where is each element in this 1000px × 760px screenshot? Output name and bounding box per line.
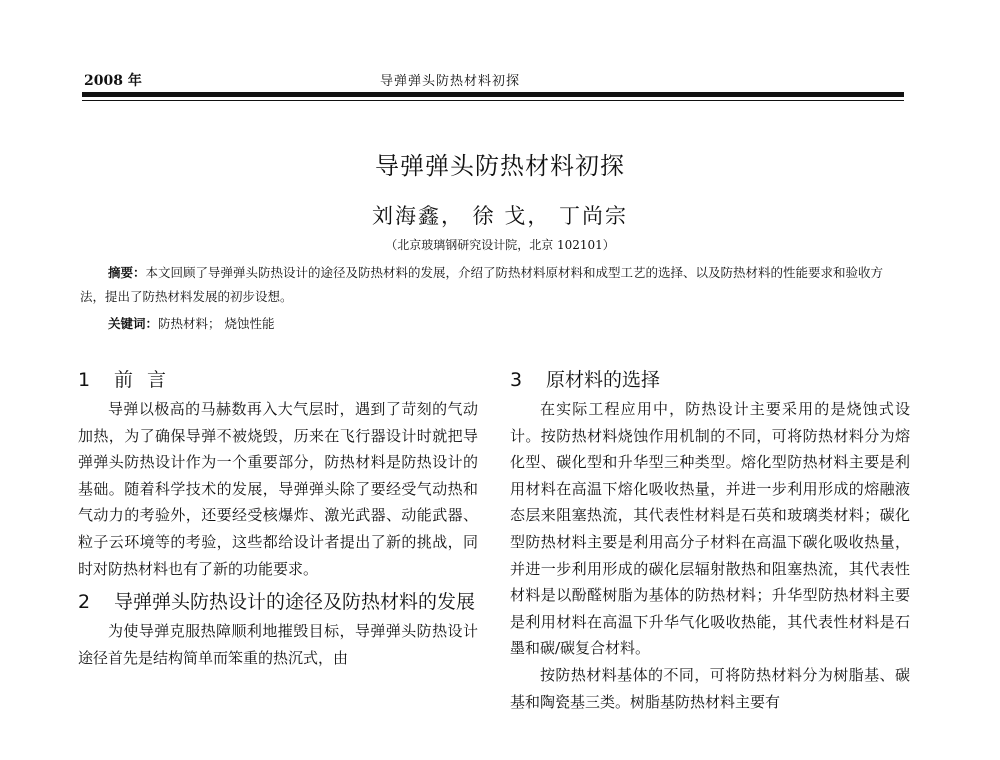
section-3-paragraph-1: 在实际工程应用中，防热设计主要采用的是烧蚀式设计。按防热材料烧蚀作用机制的不同，可将防热材料分为熔化型、碳化型和升华型三种类型。熔化型防热材料主要是利用材料在高温下熔化吸收热量，并进一步利用形成的熔融液态层来阻塞热流，其代表性材料是石英和玻璃类材料；碳化型防热材料主要是利用高分子材料在高温下碳化吸收热量，并进一步利用形成的碳化层辐射散热和阻塞热流，其代表性材料是以酚醛树脂为基体的防热材料；升华型防热材料主要是利用材料在高温下升华气化吸收热能，其代表性材料是石墨和碳/碳复合材料。 xyxy=(510,400,910,658)
keywords-label: 关键词： xyxy=(108,316,159,331)
section-3-number: 3 xyxy=(510,369,523,391)
header-running-title: 导弹弹头防热材料初探 xyxy=(380,74,521,89)
paper-affiliation: （北京玻璃钢研究设计院，北京 102101） xyxy=(385,238,615,252)
right-column xyxy=(510,364,910,715)
section-1-title: 前言 xyxy=(114,369,181,391)
section-3-heading xyxy=(510,364,910,396)
left-column xyxy=(78,364,478,671)
keywords-text: 防热材料； 烧蚀性能 xyxy=(158,316,275,331)
paper-authors: 刘海鑫， 徐 戈， 丁尚宗 xyxy=(371,204,629,228)
section-1-number: 1 xyxy=(78,369,91,391)
header-rule-thin xyxy=(82,100,904,101)
paper-title: 导弹弹头防热材料初探 xyxy=(375,152,625,180)
header-rule-thick xyxy=(82,92,904,97)
abstract-label: 摘要： xyxy=(108,265,146,280)
section-3-paragraph-2: 按防热材料基体的不同，可将防热材料分为树脂基、碳基和陶瓷基三类。树脂基防热材料主要有 xyxy=(510,665,910,711)
abstract xyxy=(80,261,908,309)
section-2-heading xyxy=(78,586,478,618)
section-2-paragraph: 为使导弹克服热障顺利地摧毁目标，导弹弹头防热设计途径首先是结构简单而笨重的热沉式，由 xyxy=(78,622,478,667)
header-year: 2008 年 xyxy=(84,73,142,89)
section-1-paragraph: 导弹以极高的马赫数再入大气层时，遇到了苛刻的气动加热，为了确保导弹不被烧毁，历来在飞行器设计时就把导弹弹头防热设计作为一个重要部分，防热材料是防热设计的基础。随着科学技术的发展，导弹弹头除了要经受气动热和气动力的考验外，还要经受核爆炸、激光武器、动能武器、粒子云环境等的考验，这些都给设计者提出了新的挑战，同时对防热材料也有了新的功能要求。 xyxy=(78,400,478,578)
section-1-heading xyxy=(78,364,478,396)
keywords xyxy=(108,314,275,332)
section-3-title: 原材料的选择 xyxy=(546,369,661,391)
section-2-title: 导弹弹头防热设计的途径及防热材料的发展 xyxy=(114,591,476,614)
section-2-number: 2 xyxy=(78,591,91,614)
abstract-text: 本文回顾了导弹弹头防热设计的途径及防热材料的发展，介绍了防热材料原材料和成型工艺的选择、以及防热材料的性能要求和验收方法，提出了防热材料发展的初步设想。 xyxy=(80,265,884,304)
